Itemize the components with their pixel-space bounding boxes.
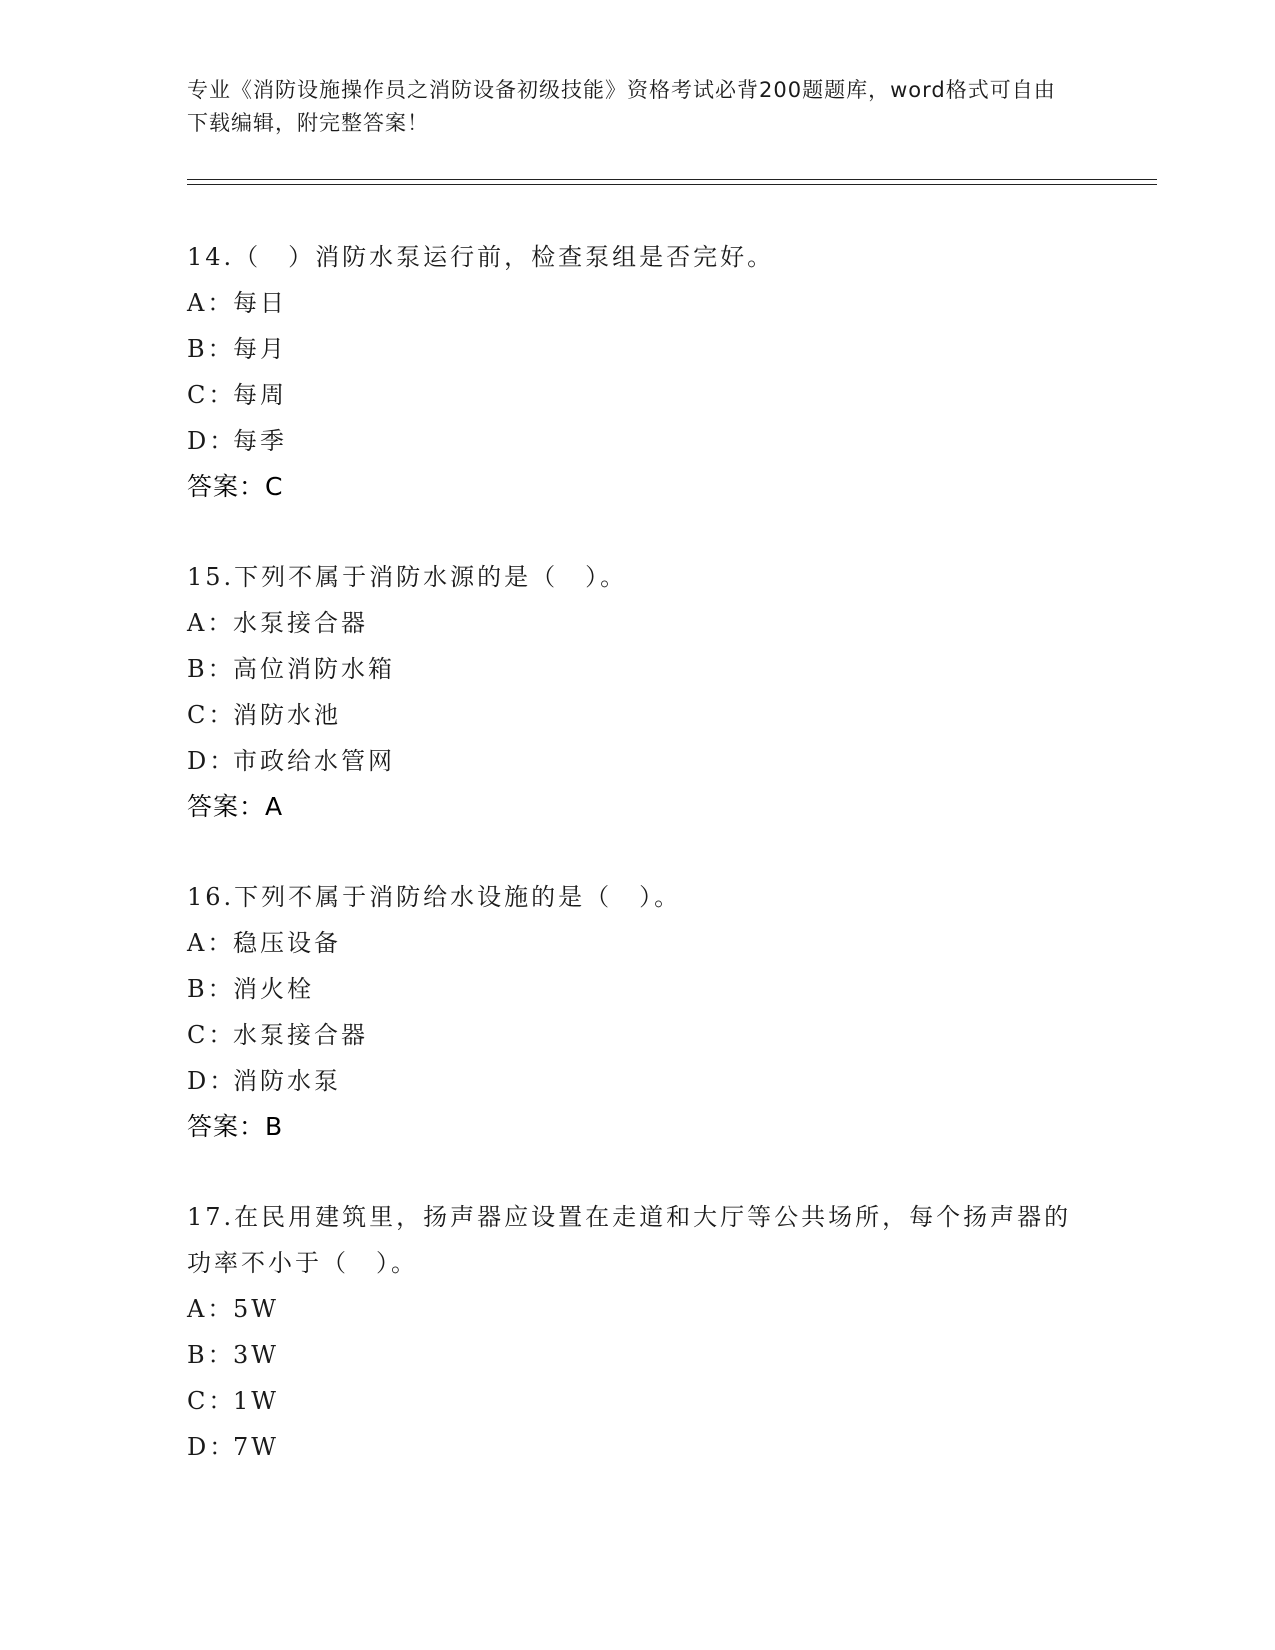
option-d [187, 738, 1087, 784]
option-text: 消防水池 [233, 701, 341, 729]
option-b [187, 646, 1087, 692]
option-letter: B： [187, 655, 235, 683]
option-text: 水泵接合器 [233, 1021, 368, 1049]
option-text: 消火栓 [233, 975, 314, 1003]
option-text: 市政给水管网 [233, 747, 395, 775]
option-text: 每日 [233, 289, 287, 317]
question-stem: 15.下列不属于消防水源的是（ ）。 [187, 563, 628, 591]
option-letter: B： [187, 975, 235, 1003]
option-b [187, 1332, 1087, 1378]
option-c [187, 1012, 1087, 1058]
header-divider-bottom [187, 184, 1157, 185]
answer-line: 答案：C [187, 472, 284, 501]
option-d [187, 1058, 1087, 1104]
question-stem: 14.（ ）消防水泵运行前，检查泵组是否完好。 [187, 243, 775, 271]
option-b [187, 966, 1087, 1012]
option-a [187, 280, 1087, 326]
option-letter: A： [187, 1295, 235, 1323]
option-d [187, 418, 1087, 464]
option-text: 消防水泵 [233, 1067, 341, 1095]
option-a [187, 920, 1087, 966]
option-text: 高位消防水箱 [233, 655, 395, 683]
option-b [187, 326, 1087, 372]
option-letter: C： [187, 701, 236, 729]
answer-line: 答案：A [187, 792, 284, 821]
option-letter: D： [187, 1067, 237, 1095]
question-stem: 16.下列不属于消防给水设施的是（ ）。 [187, 883, 682, 911]
option-text: 水泵接合器 [233, 609, 368, 637]
question-15 [187, 554, 1087, 830]
option-letter: D： [187, 427, 237, 455]
option-letter: B： [187, 335, 235, 363]
option-text: 每月 [233, 335, 287, 363]
option-text: 7W [233, 1433, 279, 1461]
option-text: 3W [233, 1341, 279, 1369]
option-a [187, 1286, 1087, 1332]
question-17 [187, 1194, 1087, 1470]
option-letter: C： [187, 1021, 236, 1049]
option-text: 稳压设备 [233, 929, 341, 957]
option-text: 每周 [233, 381, 287, 409]
option-text: 5W [233, 1295, 279, 1323]
document-header: 专业《消防设施操作员之消防设备初级技能》资格考试必背200题题库，word格式可自由下载编辑，附完整答案！ [187, 78, 1056, 135]
option-c [187, 692, 1087, 738]
option-letter: C： [187, 1387, 236, 1415]
option-d [187, 1424, 1087, 1470]
question-16 [187, 874, 1087, 1150]
question-14 [187, 234, 1087, 510]
option-letter: D： [187, 747, 237, 775]
option-c [187, 372, 1087, 418]
option-letter: A： [187, 289, 235, 317]
answer-line: 答案：B [187, 1112, 284, 1141]
option-text: 每季 [233, 427, 287, 455]
option-letter: C： [187, 381, 236, 409]
option-letter: A： [187, 929, 235, 957]
option-c [187, 1378, 1087, 1424]
option-letter: B： [187, 1341, 235, 1369]
option-a [187, 600, 1087, 646]
option-text: 1W [233, 1387, 279, 1415]
header-divider-top [187, 179, 1157, 180]
question-stem: 17.在民用建筑里，扬声器应设置在走道和大厅等公共场所，每个扬声器的功率不小于（ ）。 [187, 1203, 1072, 1277]
option-letter: D： [187, 1433, 237, 1461]
option-letter: A： [187, 609, 235, 637]
